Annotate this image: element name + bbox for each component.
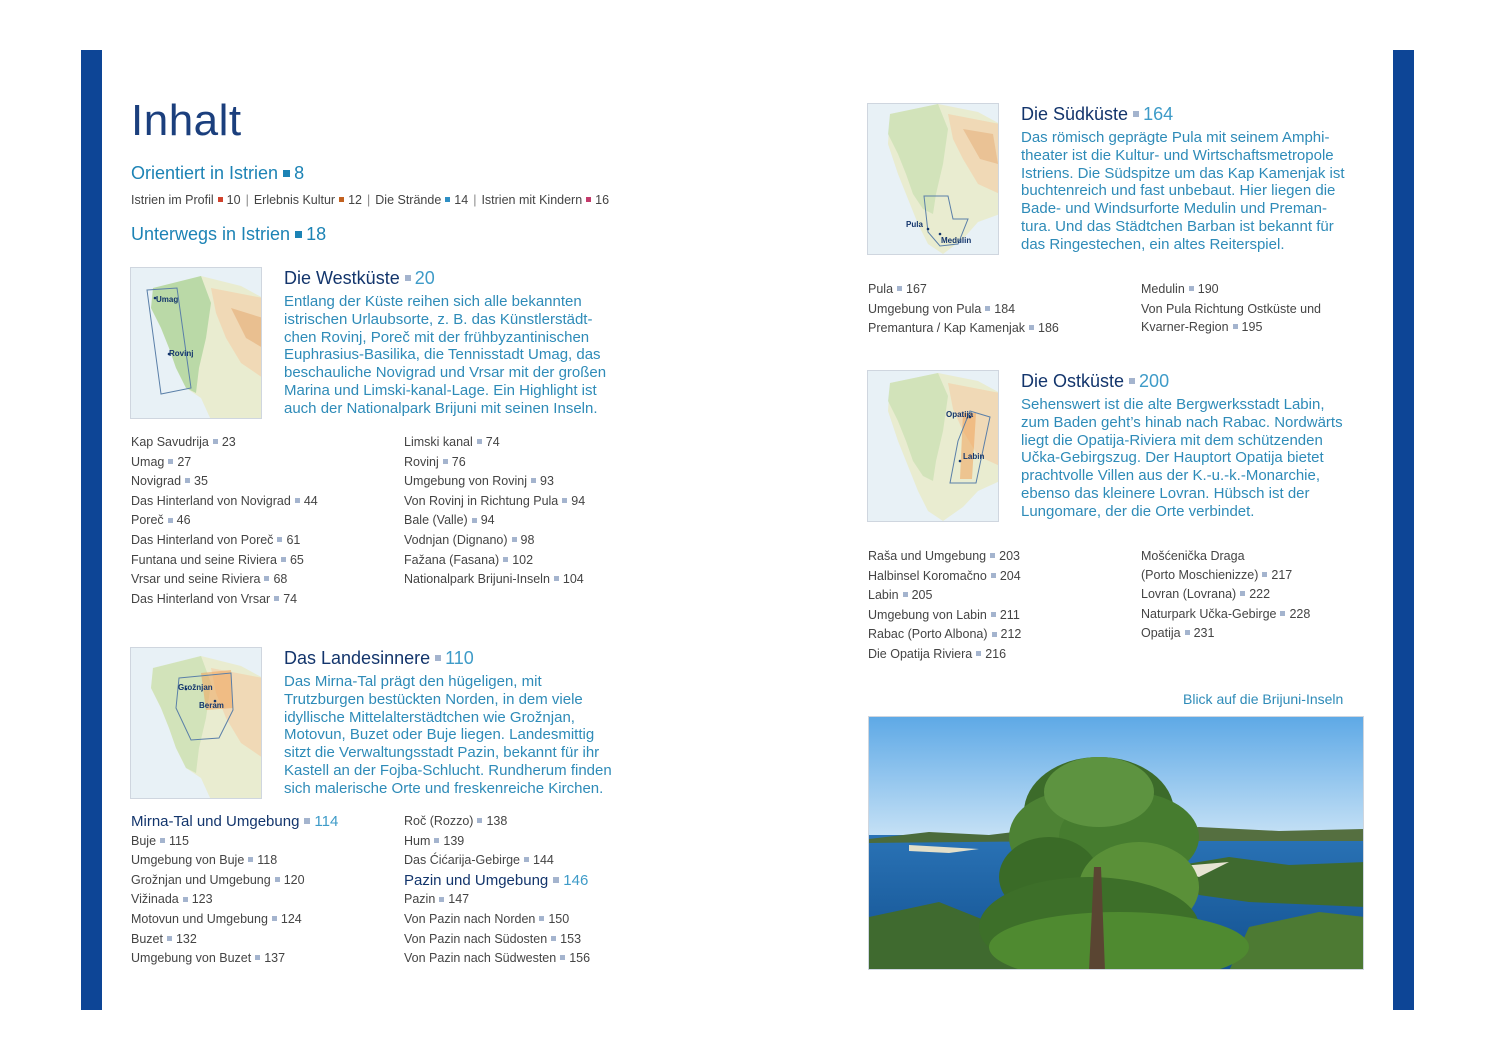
- subsection-mirna[interactable]: Mirna-Tal und Umgebung 114: [131, 813, 339, 830]
- map-label: Umag: [156, 295, 179, 304]
- toc-unterwegs-label: Unterwegs in Istrien: [131, 224, 291, 244]
- map-label: Medulin: [941, 236, 972, 245]
- list-item[interactable]: Hum 139: [404, 833, 465, 848]
- section-suedkueste-title[interactable]: Die Südküste 164: [1021, 104, 1174, 124]
- toc-orientiert-page: 8: [294, 163, 305, 183]
- page-title: Inhalt: [131, 96, 242, 145]
- list-item[interactable]: Mošćenička Draga: [1141, 549, 1245, 563]
- ost-list-1: [868, 547, 1021, 665]
- list-item[interactable]: Fažana (Fasana) 102: [404, 552, 534, 567]
- sued-list-1: [868, 280, 1059, 339]
- list-item[interactable]: Rabac (Porto Albona) 212: [868, 627, 1022, 642]
- map-label: Pula: [906, 220, 923, 229]
- photo-caption: Blick auf die Brijuni-Inseln: [1183, 691, 1344, 707]
- list-item[interactable]: Pula 167: [868, 282, 927, 296]
- map-landesinnere: [130, 647, 262, 799]
- list-item[interactable]: Buzet 132: [131, 931, 197, 946]
- list-item[interactable]: Nationalpark Brijuni-Inseln 104: [404, 572, 584, 587]
- list-item[interactable]: Pazin 147: [404, 892, 470, 907]
- list-item[interactable]: Grožnjan und Umgebung 120: [131, 872, 305, 887]
- list-item[interactable]: Vrsar und seine Riviera 68: [131, 572, 288, 587]
- profile-item[interactable]: Die Strände 14: [375, 193, 469, 207]
- list-item[interactable]: Von Pazin nach Norden 150: [404, 911, 570, 926]
- list-item[interactable]: Von Rovinj in Richtung Pula 94: [404, 493, 586, 508]
- toc-orientiert[interactable]: [131, 163, 304, 184]
- list-item[interactable]: Poreč 46: [131, 513, 191, 528]
- list-item[interactable]: (Porto Moschienizze) 217: [1141, 568, 1293, 582]
- istria-map-icon: [131, 268, 262, 419]
- list-item[interactable]: Lovran (Lovrana) 222: [1141, 587, 1271, 601]
- profile-item[interactable]: Istrien im Profil 10: [131, 193, 241, 207]
- list-item[interactable]: Raša und Umgebung 203: [868, 549, 1020, 563]
- section-westkueste-text: Entlang der Küste reihen sich alle bekannten istrischen Urlaubsorte, z. B. das Künstlerstädt- chen Rovinj, Poreč mit der frühbyzantinischen Euphrasius-Basilika, die Tennisstadt Umag, das beschauliche Novigrad und Vrsar mit der großen Marina und Limski-kanal-Lage. Ein Highlight ist auch der Nationalpark Brijuni mit seinen Inseln.: [284, 293, 607, 417]
- map-westkueste: [130, 267, 262, 419]
- west-list-2: [404, 433, 585, 590]
- landes-list-2: [404, 812, 590, 969]
- sued-list-2: [1141, 280, 1321, 336]
- section-westkueste-title[interactable]: Die Westküste 20: [284, 268, 435, 288]
- section-landesinnere-title[interactable]: Das Landesinnere 110: [284, 648, 474, 668]
- list-item[interactable]: Kap Savudrija 23: [131, 435, 236, 449]
- list-item[interactable]: Von Pazin nach Südosten 153: [404, 931, 582, 946]
- map-label: Labin: [963, 452, 985, 461]
- left-edge-bar: [81, 50, 102, 1010]
- list-item[interactable]: Motovun und Umgebung 124: [131, 911, 302, 926]
- profile-line: Istrien im Profil 10 | Erlebnis Kultur 12 | Die Strände 14 | Istrien mit Kindern 16: [131, 193, 610, 207]
- list-item[interactable]: Kvarner-Region 195: [1141, 319, 1263, 334]
- landscape-photo-icon: [869, 717, 1364, 970]
- section-landesinnere-text: Das Mirna-Tal prägt den hügeligen, mit Trutzburgen bestückten Norden, in dem viele idyllische Mittelalterstädtchen wie Grožnjan, Motovun, Buzet oder Buje liegen. Landesmittig sitzt die Verwaltungsstadt Pazin, bekannt für ihr Kastell an der Fojba-Schlucht. Rundherum finden sich malerische Orte und freskenreiche Kirchen.: [284, 673, 612, 797]
- list-item[interactable]: Funtana und seine Riviera 65: [131, 552, 304, 567]
- map-label: Beram: [199, 701, 224, 710]
- west-list-1: [131, 433, 318, 609]
- istria-map-icon: [868, 371, 999, 522]
- map-label: Grožnjan: [178, 683, 213, 692]
- list-item[interactable]: Medulin 190: [1141, 282, 1219, 296]
- list-item[interactable]: Umgebung von Labin 211: [868, 607, 1020, 622]
- list-item[interactable]: Vodnjan (Dignano) 98: [404, 532, 535, 547]
- list-item[interactable]: Bale (Valle) 94: [404, 513, 495, 528]
- map-label: Rovinj: [169, 349, 194, 358]
- toc-unterwegs[interactable]: [131, 224, 326, 245]
- list-item[interactable]: Das Hinterland von Vrsar 74: [131, 591, 298, 606]
- subsection-pazin[interactable]: Pazin und Umgebung 146: [404, 871, 589, 889]
- list-item[interactable]: Umgebung von Rovinj 93: [404, 474, 554, 489]
- map-suedkueste: [867, 103, 999, 255]
- list-item[interactable]: Labin 205: [868, 588, 933, 603]
- list-item[interactable]: Limski kanal 74: [404, 435, 500, 449]
- list-item[interactable]: Opatija 231: [1141, 626, 1215, 641]
- list-item[interactable]: Umgebung von Buje 118: [131, 853, 278, 868]
- section-ostkueste-title[interactable]: Die Ostküste 200: [1021, 371, 1170, 391]
- profile-item[interactable]: Istrien mit Kindern 16: [481, 193, 610, 207]
- list-item[interactable]: Das Hinterland von Novigrad 44: [131, 493, 318, 508]
- list-item[interactable]: Vižinada 123: [131, 892, 213, 907]
- list-item[interactable]: Von Pazin nach Südwesten 156: [404, 951, 591, 966]
- toc-unterwegs-page: 18: [306, 224, 327, 244]
- list-item[interactable]: Das Ćićarija-Gebirge 144: [404, 853, 554, 868]
- list-item[interactable]: Die Opatija Riviera 216: [868, 646, 1007, 661]
- list-item[interactable]: Naturpark Učka-Gebirge 228: [1141, 606, 1311, 621]
- list-item[interactable]: Novigrad 35: [131, 474, 208, 489]
- list-item[interactable]: Rovinj 76: [404, 454, 466, 469]
- photo-brijuni: [868, 716, 1364, 970]
- section-ostkueste-text: Sehenswert ist die alte Bergwerksstadt Labin, zum Baden geht’s hinab nach Rabac. Nordwärts liegt die Opatija-Riviera mit dem schützenden Učka-Gebirgszug. Der Hauptort Opatija bietet prachtvolle Villen aus der K.-u.-k.-Monarchie, ebenso das kleinere Lovran. Hübsch ist der Lungomare, der die Orte verbindet.: [1021, 396, 1343, 520]
- istria-map-icon: [131, 648, 262, 799]
- list-item[interactable]: Umag 27: [131, 454, 192, 469]
- list-item[interactable]: Umgebung von Buzet 137: [131, 951, 286, 966]
- profile-item[interactable]: Erlebnis Kultur 12: [253, 193, 363, 207]
- istria-map-icon: [868, 104, 999, 255]
- landes-list-1: [131, 812, 338, 969]
- map-ostkueste: [867, 370, 999, 522]
- toc-orientiert-label: Orientiert in Istrien: [131, 163, 279, 183]
- list-item[interactable]: Das Hinterland von Poreč 61: [131, 532, 301, 547]
- section-suedkueste-text: Das römisch geprägte Pula mit seinem Amphi- theater ist die Kultur- und Wirtschaftsmetropole Istriens. Die Südspitze um das Kap Kamenjak ist buchtenreich und fast unbebaut. Hier liegen die Bade- und Windsurforte Medulin und Preman- tura. Und das Städtchen Barban ist bekannt für das Ringestechen, ein altes Reiterspiel.: [1021, 129, 1345, 253]
- list-item[interactable]: Roč (Rozzo) 138: [404, 814, 508, 828]
- right-edge-bar: [1393, 50, 1414, 1010]
- ost-list-2: [1141, 547, 1310, 644]
- list-item[interactable]: Buje 115: [131, 833, 189, 848]
- list-item[interactable]: Umgebung von Pula 184: [868, 301, 1016, 316]
- list-item[interactable]: Von Pula Richtung Ostküste und: [1141, 301, 1321, 316]
- list-item[interactable]: Halbinsel Koromačno 204: [868, 568, 1021, 583]
- list-item[interactable]: Premantura / Kap Kamenjak 186: [868, 321, 1059, 336]
- map-label: Opatija: [946, 410, 974, 419]
